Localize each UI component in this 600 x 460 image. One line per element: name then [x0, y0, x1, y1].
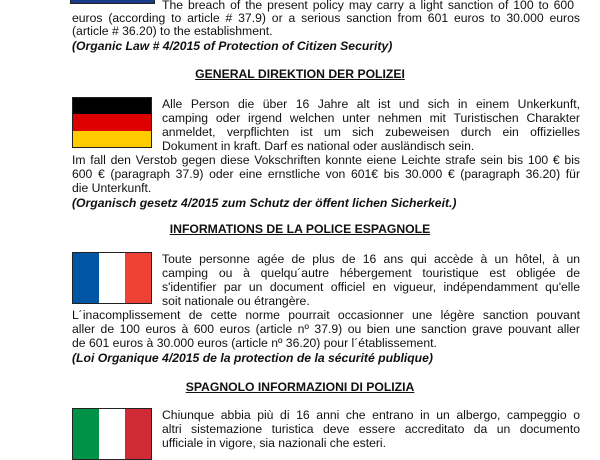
- german-law-reference: (Organisch gesetz 4/2015 zum Schutz der öffent lichen Sicherkeit.): [72, 196, 457, 210]
- italian-heading: SPAGNOLO INFORMAZIONI DI POLIZIA: [185, 380, 415, 394]
- english-law-reference: (Organic Law # 4/2015 of Protection of Citizen Security): [72, 39, 393, 53]
- french-line-4: soit nationale ou étrangère.: [162, 294, 310, 308]
- french-law-reference: (Loi Organique 4/2015 de la protection de la sécurité publique): [72, 351, 433, 365]
- french-line-3: s'identifier par un document officiel en vigueur, indépendamment qu'elle: [162, 280, 580, 294]
- english-line-2: euros (according to article # 37.9) or a serious sanction from 601 euros to 30.000 euros: [72, 11, 580, 25]
- german-line-6: 600 € (paragraph 37.9) oder eine ernstliche von 601€ bis 30.000 € (paragraph 36.20) für: [72, 167, 580, 181]
- italian-flag-icon: [72, 408, 152, 460]
- french-heading: INFORMATIONS DE LA POLICE ESPAGNOLE: [169, 222, 431, 236]
- german-line-4: Dokument in kraft. Darf es national oder ausländisch sein.: [162, 139, 475, 153]
- english-line-1: The breach of the present policy may carry a light sanction of 100 to 600: [162, 0, 574, 12]
- french-flag-stripe-white: [99, 253, 125, 303]
- german-flag-stripe-gold: [73, 131, 151, 147]
- german-line-3: anmeldet, verpflichten ist um sich zubeweisen durch ein offizielles: [162, 125, 580, 139]
- italian-line-1: Chiunque abbia più di 16 anni che entrano in un albergo, campeggio o: [162, 408, 580, 422]
- german-line-1: Alle Person die über 16 Jahre alt ist und sich in einem Unkerkunft,: [162, 97, 580, 111]
- italian-flag-stripe-white: [99, 409, 125, 459]
- german-flag-stripe-black: [73, 98, 151, 114]
- german-flag-icon: [72, 97, 152, 148]
- german-line-7: die Unterkunft.: [72, 181, 152, 195]
- top-flag-partial: [70, 0, 155, 4]
- german-heading: GENERAL DIREKTION DER POLIZEI: [195, 67, 405, 81]
- german-line-2: camping oder irgend welchen unter nehmen mit Turistischen Charakter: [162, 111, 580, 125]
- french-line-1: Toute personne agée de plus de 16 ans qui accède à un hôtel, à un: [162, 252, 580, 266]
- french-flag-stripe-red: [125, 253, 151, 303]
- italian-flag-stripe-red: [125, 409, 151, 459]
- french-line-7: de 601 euros à 30.000 euros (article nº 36.20) pour l´établissement.: [72, 336, 437, 350]
- french-line-2: camping ou à quelqu´autre hébergement touristique est obligée de: [162, 266, 580, 280]
- french-line-5: L´inacomplissement de cette norme pourrait occasionner une légère sanction pouvant: [72, 308, 580, 322]
- italian-line-2: altri sistemazione turistica deve essere accreditato da un documento: [162, 422, 580, 436]
- italian-line-3: ufficiale in vigore, sia nazionali che esteri.: [162, 436, 387, 450]
- french-flag-stripe-blue: [73, 253, 99, 303]
- german-line-5: Im fall den Verstob gegen diese Vokschriften konnte eiene Leichte strafe sein bis 100 € bis: [72, 153, 580, 167]
- french-line-6: aller de 100 euros à 600 euros (article nº 37.9) ou bien une sanction grave pouvant aller: [72, 322, 580, 336]
- italian-flag-stripe-green: [73, 409, 99, 459]
- german-flag-stripe-red: [73, 114, 151, 130]
- english-line-3: (article # 36.20) to the establishment.: [72, 24, 273, 38]
- french-flag-icon: [72, 252, 152, 304]
